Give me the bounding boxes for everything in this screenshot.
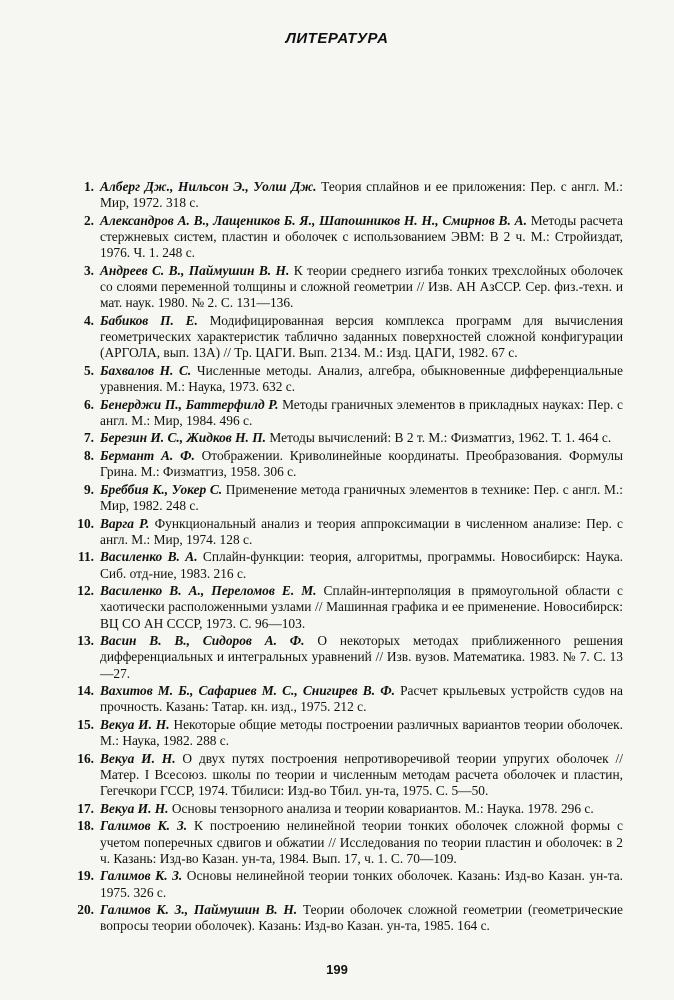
reference-text: Расчет крыльевых устройств судов на прочность. Казань: Татар. кн. изд., 1975. 212 с.	[100, 683, 623, 715]
reference-authors: Бабиков П. Е.	[100, 312, 198, 328]
reference-number: 17.	[77, 800, 94, 816]
reference-item	[63, 516, 623, 548]
reference-item	[63, 583, 623, 632]
reference-number: 20.	[77, 902, 94, 918]
reference-authors: Векуа И. Н.	[100, 750, 176, 766]
reference-number: 8.	[83, 447, 94, 463]
reference-item	[63, 549, 623, 581]
reference-text: Сплайн-интерполяция в прямоугольной области с хаотически расположенными узлами // Машинная графика и ее применение. Новосибирск: ВЦ СО АН СССР, 1973. С. 96—103.	[100, 583, 623, 631]
reference-number: 3.	[83, 262, 94, 278]
reference-text: Отображении. Криволинейные координаты. Преобразования. Формулы Грина. М.: Физматгиз, 1958. 306 с.	[100, 447, 623, 480]
reference-number: 16.	[77, 750, 94, 766]
reference-text: Основы тензорного анализа и теории ковариантов. М.: Наука. 1978. 296 с.	[168, 800, 594, 816]
reference-text: Методы граничных элементов в прикладных науках: Пер. с англ. М.: Мир, 1984. 496 с.	[100, 396, 623, 428]
reference-number: 15.	[77, 716, 94, 732]
reference-number: 10.	[77, 515, 94, 531]
reference-authors: Березин И. С., Жидков Н. П.	[100, 430, 267, 446]
reference-text: Применение метода граничных элементов в технике: Пер. с англ. М.: Мир, 1982. 248 с.	[100, 481, 623, 513]
reference-item	[63, 263, 623, 312]
reference-text: К теории среднего изгиба тонких трехслойных оболочек со слоями переменной толщины и сложной геометрии // Изв. АН АзССР. Сер. физ.-техн. и мат. наук. 1980. № 2. С. 131—136.	[100, 262, 623, 311]
reference-text: Модифицированная версия комплекса программ для вычисления геометрических характеристик таблично заданных поверхностей сложной конфигурации (АРГОЛА, вып. 13А) // Тр. ЦАГИ. Вып. 2134. М.: Изд. ЦАГИ, 1982. 67 с.	[100, 312, 623, 361]
reference-item	[63, 179, 623, 211]
reference-item	[63, 213, 623, 262]
reference-authors: Галимов К. З.	[100, 818, 188, 834]
reference-number: 12.	[77, 583, 94, 599]
reference-item	[63, 902, 623, 934]
reference-number: 18.	[77, 818, 94, 834]
reference-item	[63, 751, 623, 800]
reference-text: Некоторые общие методы построении различных вариантов теории оболочек. М.: Наука, 1982. 288 с.	[100, 716, 624, 749]
reference-number: 2.	[83, 212, 94, 228]
reference-authors: Бреббия К., Уокер С.	[100, 481, 223, 497]
reference-authors: Александров А. В., Лащеников Б. Я., Шапошников Н. Н., Смирнов В. А.	[100, 212, 527, 228]
reference-text: Сплайн-функции: теория, алгоритмы, программы. Новосибирск: Наука. Сиб. отд-ние, 1983. 216 с.	[100, 549, 623, 581]
reference-item	[63, 313, 623, 362]
reference-list	[63, 179, 623, 936]
reference-text: О некоторых методах приближенного решения дифференциальных и интегральных уравнений // Изв. вузов. Математика. 1983. № 7. С. 13—27.	[100, 633, 623, 681]
reference-number: 13.	[77, 633, 94, 649]
reference-text: Функциональный анализ и теория аппроксимации в численном анализе: Пер. с англ. М.: Мир, 1974. 128 с.	[100, 515, 623, 547]
reference-authors: Варга Р.	[100, 515, 150, 531]
reference-item	[63, 363, 623, 395]
reference-item	[63, 397, 623, 429]
reference-authors: Алберг Дж., Нильсон Э., Уолш Дж.	[100, 179, 317, 194]
reference-item	[63, 633, 623, 682]
reference-item	[63, 683, 623, 715]
reference-text: Численные методы. Анализ, алгебра, обыкновенные дифференциальные уравнения. М.: Наука, 1973. 632 с.	[100, 362, 623, 394]
reference-number: 19.	[77, 868, 94, 884]
reference-number: 7.	[83, 430, 94, 446]
reference-item	[63, 482, 623, 514]
reference-text: Методы расчета стержневых систем, пластин и оболочек с использованием ЭВМ: В 2 ч. М.: Стройиздат, 1976. Ч. 1. 248 с.	[100, 212, 623, 261]
reference-authors: Бенерджи П., Баттерфилд Р.	[100, 396, 279, 412]
reference-authors: Андреев С. В., Паймушин В. Н.	[100, 262, 290, 278]
reference-text: К построению нелинейной теории тонких оболочек сложной формы с учетом поперечных сдвигов и обжатии // Исследования по теории пластин и оболочек: в 2 ч. Казань: Изд-во Казан. ун-та, 1984. Вып. 17, ч. 1. С. 70—109.	[100, 818, 623, 866]
reference-text: Теория сплайнов и ее приложения: Пер. с англ. М.: Мир, 1972. 318 с.	[100, 179, 623, 211]
reference-authors: Галимов К. З., Паймушин В. Н.	[100, 902, 298, 918]
reference-text: О двух путях построения непротиворечивой теории упругих оболочек // Матер. I Всесоюз. школы по теории и численным методам расчета оболочек и пластин, Гегечкори ГССР, 1974. Тбилиси: Изд-во Тбил. ун-та, 1975. С. 5—50.	[100, 750, 623, 799]
reference-authors: Бермант А. Ф.	[100, 447, 195, 463]
reference-item	[63, 818, 623, 867]
reference-item	[63, 801, 623, 817]
reference-number: 1.	[83, 179, 94, 194]
reference-authors: Векуа И. Н.	[100, 800, 169, 816]
reference-authors: Галимов К. З.	[100, 868, 183, 884]
reference-number: 9.	[83, 481, 94, 497]
reference-item	[63, 868, 623, 900]
reference-number: 11.	[78, 549, 94, 565]
reference-item	[63, 430, 623, 446]
reference-item	[63, 448, 623, 480]
reference-number: 5.	[83, 362, 94, 378]
reference-number: 4.	[83, 312, 94, 328]
page-number: 199	[326, 962, 348, 977]
reference-text: Методы вычислений: В 2 т. М.: Физматгиз, 1962. Т. 1. 464 с.	[266, 430, 612, 446]
reference-text: Теории оболочек сложной геометрии (геометрические вопросы теории оболочек). Казань: Изд-во Казан. ун-та, 1985. 164 с.	[100, 902, 623, 934]
reference-authors: Векуа И. Н.	[100, 716, 170, 732]
reference-number: 6.	[83, 396, 94, 412]
reference-text: Основы нелинейной теории тонких оболочек. Казань: Изд-во Казан. ун-та. 1975. 326 с.	[100, 868, 624, 900]
reference-authors: Василенко В. А.	[100, 549, 198, 565]
reference-authors: Василенко В. А., Переломов Е. М.	[100, 583, 317, 599]
reference-authors: Бахвалов Н. С.	[100, 362, 192, 378]
reference-authors: Васин В. В., Сидоров А. Ф.	[100, 633, 305, 649]
reference-item	[63, 717, 623, 749]
reference-number: 14.	[77, 683, 94, 699]
reference-authors: Вахитов М. Б., Сафариев М. С., Снигирев В. Ф.	[100, 683, 395, 699]
page-title: ЛИТЕРАТУРА	[285, 30, 389, 47]
